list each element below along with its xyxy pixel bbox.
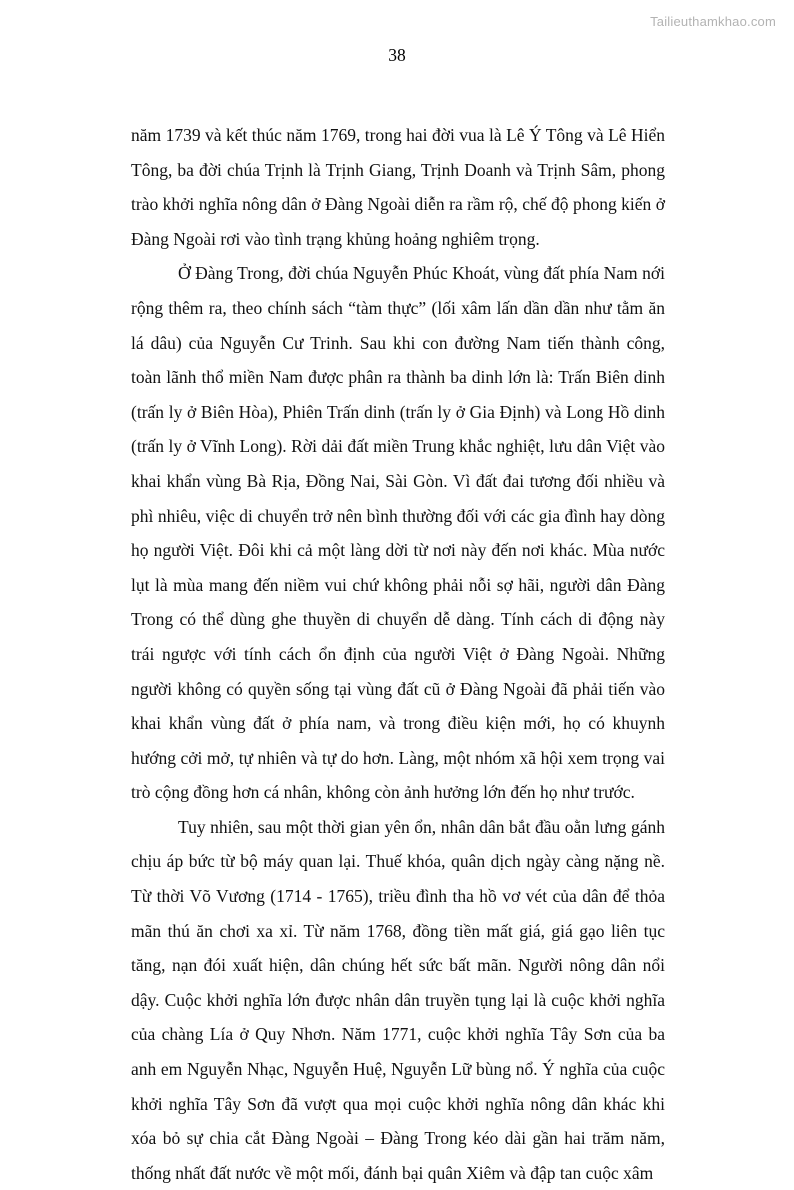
site-watermark: Tailieuthamkhao.com: [650, 14, 776, 29]
paragraph-1: năm 1739 và kết thúc năm 1769, trong hai đời vua là Lê Ý Tông và Lê Hiển Tông, ba đời chúa Trịnh là Trịnh Giang, Trịnh Doanh và Trịnh Sâm, phong trào khởi nghĩa nông dân ở Đàng Ngoài diễn ra rầm rộ, chế độ phong kiến ở Đàng Ngoài rơi vào tình trạng khủng hoảng nghiêm trọng.: [131, 125, 665, 249]
paragraph-3: Tuy nhiên, sau một thời gian yên ổn, nhân dân bắt đầu oằn lưng gánh chịu áp bức từ bộ máy quan lại. Thuế khóa, quân dịch ngày càng nặng nề. Từ thời Võ Vương (1714 - 1765), triều đình tha hồ vơ vét của dân để thỏa mãn thú ăn chơi xa xỉ. Từ năm 1768, đồng tiền mất giá, giá gạo liên tục tăng, nạn đói xuất hiện, dân chúng hết sức bất mãn. Người nông dân nổi dậy. Cuộc khởi nghĩa lớn được nhân dân truyền tụng lại là cuộc khởi nghĩa của chàng Lía ở Quy Nhơn. Năm 1771, cuộc khởi nghĩa Tây Sơn của ba anh em Nguyễn Nhạc, Nguyễn Huệ, Nguyễn Lữ bùng nổ. Ý nghĩa của cuộc khởi nghĩa Tây Sơn đã vượt qua mọi cuộc khởi nghĩa nông dân khác khi xóa bỏ sự chia cắt Đàng Ngoài – Đàng Trong kéo dài gần hai trăm năm, thống nhất đất nước về một mối, đánh bại quân Xiêm và đập tan cuộc xâm: [131, 816, 665, 1183]
page-number: 38: [388, 45, 406, 65]
paragraph-2: Ở Đàng Trong, đời chúa Nguyễn Phúc Khoát, vùng đất phía Nam nới rộng thêm ra, theo chính sách “tàm thực” (lối xâm lấn dần dần như tằm ăn lá dâu) của Nguyễn Cư Trinh. Sau khi con đường Nam tiến thành công, toàn lãnh thổ miền Nam được phân ra thành ba dinh lớn là: Trấn Biên dinh (trấn ly ở Biên Hòa), Phiên Trấn dinh (trấn ly ở Gia Định) và Long Hồ dinh (trấn ly ở Vĩnh Long). Rời dải đất miền Trung khắc nghiệt, lưu dân Việt vào khai khẩn vùng Bà Rịa, Đồng Nai, Sài Gòn. Vì đất đai tương đối nhiều và phì nhiêu, việc di chuyển trở nên bình thường đối với các gia đình hay dòng họ người Việt. Đôi khi cả một làng dời từ nơi này đến nơi khác. Mùa nước lụt là mùa mang đến niềm vui chứ không phải nỗi sợ hãi, người dân Đàng Trong có thể dùng ghe thuyền di chuyển dễ dàng. Tính cách di động này trái ngược với tính cách ổn định của người Việt ở Đàng Ngoài. Những người không có quyền sống tại vùng đất cũ ở Đàng Ngoài đã phải tiến vào khai khẩn vùng đất ở phía nam, và trong điều kiện mới, họ có khuynh hướng cởi mở, tự nhiên và tự do hơn. Làng, một nhóm xã hội xem trọng vai trò cộng đồng hơn cá nhân, không còn ảnh hưởng lớn đến họ như trước.: [131, 263, 665, 803]
page-body-text: [131, 118, 665, 1190]
